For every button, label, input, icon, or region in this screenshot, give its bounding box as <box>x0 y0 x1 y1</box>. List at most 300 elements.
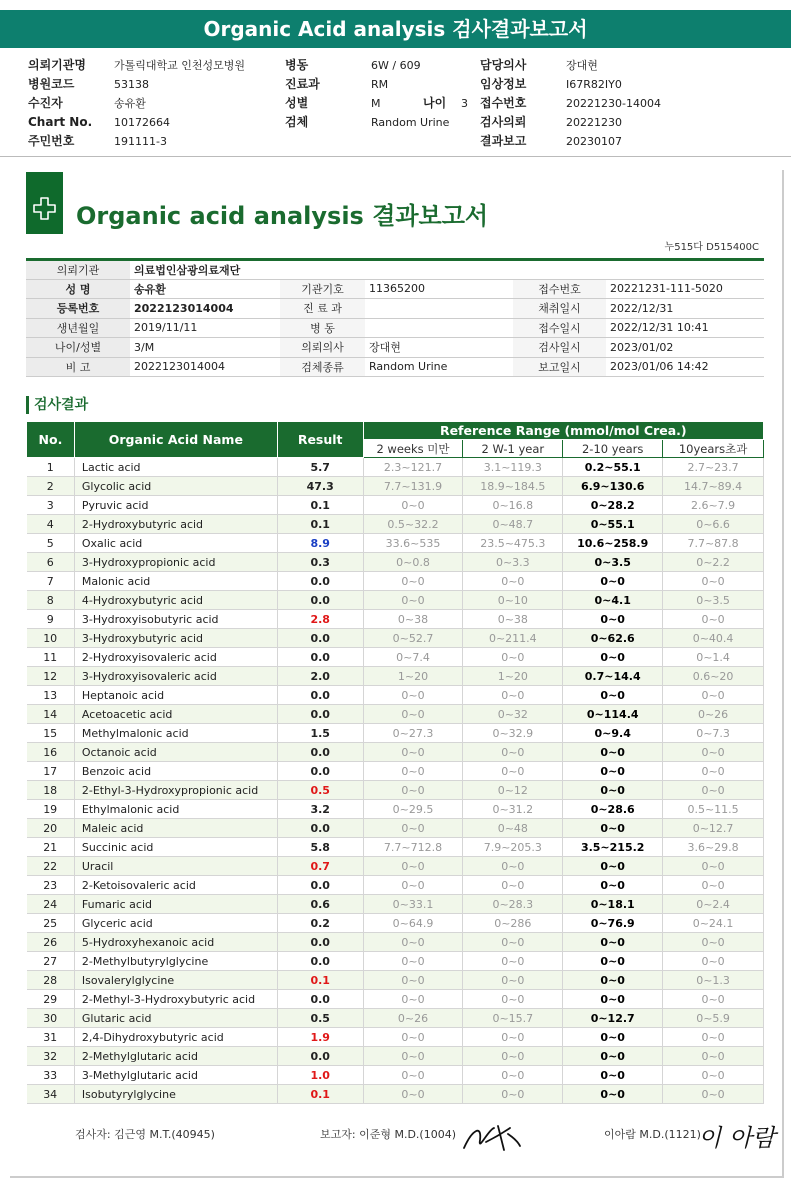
ref-range-2w-1year: 0~12 <box>463 781 563 800</box>
result-no: 18 <box>27 781 75 800</box>
patient-info-value: 191111-3 <box>114 135 167 148</box>
col-header-name: Organic Acid Name <box>74 422 277 458</box>
md-signature: 이 아람 <box>698 1124 776 1152</box>
ref-range-2weeks: 0~0 <box>363 952 463 971</box>
ref-range-2weeks: 0~0 <box>363 857 463 876</box>
ref-range-2-10years: 0~0 <box>563 952 663 971</box>
info-label: 보고일시 <box>513 357 606 377</box>
result-row <box>27 572 764 591</box>
result-value: 0.5 <box>277 1009 363 1028</box>
ref-range-2weeks: 0~0 <box>363 572 463 591</box>
result-acid-name: 3-Methylglutaric acid <box>74 1066 277 1085</box>
ref-range-2-10years: 0~0 <box>563 876 663 895</box>
ref-range-2weeks: 0~26 <box>363 1009 463 1028</box>
ref-range-2weeks: 0~29.5 <box>363 800 463 819</box>
patient-info-row <box>285 113 468 132</box>
result-no: 20 <box>27 819 75 838</box>
result-no: 19 <box>27 800 75 819</box>
report-title: Organic acid analysis 결과보고서 <box>76 202 489 230</box>
result-no: 3 <box>27 496 75 515</box>
ref-range-2weeks: 0~0 <box>363 1066 463 1085</box>
result-acid-name: Succinic acid <box>74 838 277 857</box>
ref-range-2weeks: 0~0 <box>363 990 463 1009</box>
patient-info-label: 성별 <box>285 96 309 110</box>
ref-range-10years-plus: 0~6.6 <box>663 515 764 534</box>
patient-info-label: 진료과 <box>285 77 320 91</box>
info-label: 의뢰기관 <box>26 260 130 280</box>
patient-info-label: Chart No. <box>28 115 93 129</box>
result-value: 5.8 <box>277 838 363 857</box>
result-row <box>27 667 764 686</box>
ref-range-2-10years: 0~3.5 <box>563 553 663 572</box>
result-no: 26 <box>27 933 75 952</box>
ref-range-2weeks: 0~0.8 <box>363 553 463 572</box>
info-value <box>365 299 513 319</box>
result-value: 0.0 <box>277 952 363 971</box>
patient-info-label: 임상정보 <box>480 77 527 91</box>
result-row <box>27 1066 764 1085</box>
info-row <box>26 260 764 280</box>
result-value: 0.0 <box>277 705 363 724</box>
result-acid-name: 3-Hydroxypropionic acid <box>74 553 277 572</box>
ref-range-10years-plus: 0~40.4 <box>663 629 764 648</box>
result-row <box>27 458 764 477</box>
result-no: 11 <box>27 648 75 667</box>
result-value: 0.0 <box>277 1047 363 1066</box>
result-value: 5.7 <box>277 458 363 477</box>
result-value: 0.0 <box>277 876 363 895</box>
ref-range-10years-plus: 7.7~87.8 <box>663 534 764 553</box>
result-value: 47.3 <box>277 477 363 496</box>
result-no: 4 <box>27 515 75 534</box>
info-label: 진 료 과 <box>280 299 365 319</box>
ref-range-10years-plus: 14.7~89.4 <box>663 477 764 496</box>
info-row <box>26 299 764 319</box>
result-acid-name: 4-Hydroxybutyric acid <box>74 591 277 610</box>
ref-range-2weeks: 0~0 <box>363 876 463 895</box>
reporter-signature-line: 보고자: 이준형 M.D.(1004) <box>320 1128 456 1141</box>
result-value: 0.1 <box>277 515 363 534</box>
result-row <box>27 838 764 857</box>
result-acid-name: Benzoic acid <box>74 762 277 781</box>
result-row <box>27 762 764 781</box>
result-acid-name: Lactic acid <box>74 458 277 477</box>
ref-range-10years-plus: 0~26 <box>663 705 764 724</box>
ref-range-10years-plus: 0~0 <box>663 857 764 876</box>
ref-range-2-10years: 0~0 <box>563 686 663 705</box>
ref-range-2weeks: 0~0 <box>363 1047 463 1066</box>
result-row <box>27 952 764 971</box>
result-value: 0.5 <box>277 781 363 800</box>
result-acid-name: Acetoacetic acid <box>74 705 277 724</box>
result-row <box>27 895 764 914</box>
result-acid-name: 2-Methylbutyrylglycine <box>74 952 277 971</box>
ref-range-10years-plus: 0~7.3 <box>663 724 764 743</box>
ref-range-10years-plus: 2.7~23.7 <box>663 458 764 477</box>
result-row <box>27 1028 764 1047</box>
info-label: 검사일시 <box>513 338 606 358</box>
patient-info-row <box>28 94 245 113</box>
ref-range-2weeks: 0~0 <box>363 1028 463 1047</box>
info-row <box>26 357 764 377</box>
ref-range-10years-plus: 0~2.2 <box>663 553 764 572</box>
patient-info-value: 장대현 <box>566 59 598 72</box>
result-row <box>27 857 764 876</box>
document-code: 누515다 D515400C <box>664 242 759 253</box>
ref-range-2weeks: 0~0 <box>363 705 463 724</box>
result-no: 32 <box>27 1047 75 1066</box>
ref-range-2-10years: 0~62.6 <box>563 629 663 648</box>
result-row <box>27 743 764 762</box>
ref-range-2-10years: 0~0 <box>563 990 663 1009</box>
ref-range-10years-plus: 0~0 <box>663 610 764 629</box>
ref-range-2w-1year: 0~0 <box>463 1047 563 1066</box>
ref-range-2-10years: 0~9.4 <box>563 724 663 743</box>
info-label: 검체종류 <box>280 357 365 377</box>
ref-range-10years-plus: 0~0 <box>663 743 764 762</box>
cross-logo-icon <box>32 196 57 221</box>
col-header-result: Result <box>277 422 363 458</box>
ref-range-2w-1year: 3.1~119.3 <box>463 458 563 477</box>
md-signature-line: 이아람 M.D.(1121) <box>604 1128 701 1141</box>
ref-range-2-10years: 0~4.1 <box>563 591 663 610</box>
info-label: 병 동 <box>280 318 365 338</box>
patient-info-col3 <box>480 56 661 151</box>
patient-info-value: 20221230 <box>566 116 622 129</box>
patient-info-value: M <box>371 97 381 110</box>
result-acid-name: Fumaric acid <box>74 895 277 914</box>
ref-range-2w-1year: 0~0 <box>463 1085 563 1104</box>
result-no: 34 <box>27 1085 75 1104</box>
patient-info-col2 <box>285 56 468 132</box>
result-acid-name: 2,4-Dihydroxybutyric acid <box>74 1028 277 1047</box>
ref-range-2w-1year: 0~0 <box>463 686 563 705</box>
result-value: 8.9 <box>277 534 363 553</box>
ref-range-2w-1year: 0~16.8 <box>463 496 563 515</box>
result-acid-name: 2-Methylglutaric acid <box>74 1047 277 1066</box>
ref-range-2w-1year: 18.9~184.5 <box>463 477 563 496</box>
result-no: 31 <box>27 1028 75 1047</box>
ref-range-10years-plus: 3.6~29.8 <box>663 838 764 857</box>
result-no: 28 <box>27 971 75 990</box>
result-row <box>27 781 764 800</box>
patient-info-label: 병동 <box>285 58 309 72</box>
ref-range-2-10years: 0~0 <box>563 762 663 781</box>
ref-range-2w-1year: 0~32.9 <box>463 724 563 743</box>
result-no: 22 <box>27 857 75 876</box>
report-info-table <box>26 258 764 377</box>
result-value: 0.6 <box>277 895 363 914</box>
result-acid-name: 2-Ketoisovaleric acid <box>74 876 277 895</box>
info-label: 의뢰의사 <box>280 338 365 358</box>
result-acid-name: Glycolic acid <box>74 477 277 496</box>
ref-range-2-10years: 0.7~14.4 <box>563 667 663 686</box>
ref-range-2w-1year: 23.5~475.3 <box>463 534 563 553</box>
patient-info-row <box>285 75 468 94</box>
ref-range-2-10years: 0~0 <box>563 781 663 800</box>
patient-info-row <box>480 113 661 132</box>
col-header-reference-range: Reference Range (mmol/mol Crea.) <box>363 422 763 440</box>
result-row <box>27 1047 764 1066</box>
tester-signature-line: 검사자: 김근영 M.T.(40945) <box>75 1128 215 1141</box>
result-value: 0.0 <box>277 572 363 591</box>
ref-range-10years-plus: 0~1.4 <box>663 648 764 667</box>
result-row <box>27 477 764 496</box>
ref-range-2weeks: 0~0 <box>363 743 463 762</box>
ref-range-10years-plus: 0~0 <box>663 952 764 971</box>
result-no: 29 <box>27 990 75 1009</box>
result-no: 27 <box>27 952 75 971</box>
result-value: 0.0 <box>277 629 363 648</box>
result-value: 0.0 <box>277 990 363 1009</box>
ref-range-2w-1year: 0~0 <box>463 876 563 895</box>
result-acid-name: Glyceric acid <box>74 914 277 933</box>
ref-range-2-10years: 3.5~215.2 <box>563 838 663 857</box>
patient-info-label: 수진자 <box>28 96 63 110</box>
ref-range-2weeks: 0~0 <box>363 971 463 990</box>
lab-logo <box>26 172 63 234</box>
patient-info-value: 송유환 <box>114 97 146 110</box>
result-no: 14 <box>27 705 75 724</box>
ref-range-10years-plus: 0~5.9 <box>663 1009 764 1028</box>
result-acid-name: 3-Hydroxyisovaleric acid <box>74 667 277 686</box>
info-row <box>26 279 764 299</box>
info-value: 송유환 <box>130 279 280 299</box>
result-no: 21 <box>27 838 75 857</box>
ref-range-10years-plus: 0~0 <box>663 933 764 952</box>
ref-range-2w-1year: 0~0 <box>463 572 563 591</box>
ref-range-2-10years: 6.9~130.6 <box>563 477 663 496</box>
reporter-signature-icon <box>458 1118 524 1158</box>
ref-range-2-10years: 0~0 <box>563 933 663 952</box>
patient-info-value: RM <box>371 78 389 91</box>
ref-range-2w-1year: 0~0 <box>463 743 563 762</box>
result-acid-name: Pyruvic acid <box>74 496 277 515</box>
ref-range-10years-plus: 0~0 <box>663 1047 764 1066</box>
info-value: 11365200 <box>365 279 513 299</box>
patient-age-label: 나이 <box>423 96 447 110</box>
result-acid-name: 3-Hydroxyisobutyric acid <box>74 610 277 629</box>
info-value: 20221231-111-5020 <box>606 279 764 299</box>
result-acid-name: Isobutyrylglycine <box>74 1085 277 1104</box>
ref-range-2weeks: 0~64.9 <box>363 914 463 933</box>
info-label: 등록번호 <box>26 299 130 319</box>
patient-info-label: 검사의뢰 <box>480 115 527 129</box>
result-acid-name: Isovalerylglycine <box>74 971 277 990</box>
result-acid-name: 2-Methyl-3-Hydroxybutyric acid <box>74 990 277 1009</box>
result-row <box>27 971 764 990</box>
col-header-ref-age: 2-10 years <box>563 440 663 458</box>
result-acid-name: Ethylmalonic acid <box>74 800 277 819</box>
result-row <box>27 534 764 553</box>
patient-info-label: 의뢰기관명 <box>28 58 86 72</box>
patient-info-row <box>480 132 661 151</box>
ref-range-10years-plus: 0~0 <box>663 686 764 705</box>
result-value: 1.9 <box>277 1028 363 1047</box>
result-no: 16 <box>27 743 75 762</box>
result-value: 0.1 <box>277 1085 363 1104</box>
ref-range-2w-1year: 0~28.3 <box>463 895 563 914</box>
patient-info-label: 주민번호 <box>28 134 75 148</box>
ref-range-2weeks: 1~20 <box>363 667 463 686</box>
info-label: 비 고 <box>26 357 130 377</box>
ref-range-2-10years: 0~0 <box>563 1085 663 1104</box>
ref-range-2weeks: 7.7~131.9 <box>363 477 463 496</box>
results-section-title: 검사결과 <box>26 396 88 414</box>
result-row <box>27 515 764 534</box>
ref-range-10years-plus: 0~1.3 <box>663 971 764 990</box>
ref-range-10years-plus: 2.6~7.9 <box>663 496 764 515</box>
info-label: 접수번호 <box>513 279 606 299</box>
results-table <box>26 421 764 1104</box>
ref-range-2w-1year: 0~0 <box>463 990 563 1009</box>
info-value: 장대현 <box>365 338 513 358</box>
patient-info-label: 접수번호 <box>480 96 527 110</box>
ref-range-2weeks: 0~0 <box>363 496 463 515</box>
ref-range-10years-plus: 0~0 <box>663 781 764 800</box>
patient-info-value: 가톨릭대학교 인천성모병원 <box>114 59 246 72</box>
patient-info-row <box>28 113 245 132</box>
ref-range-2w-1year: 0~0 <box>463 857 563 876</box>
patient-info-label: 검체 <box>285 115 309 129</box>
result-acid-name: 5-Hydroxyhexanoic acid <box>74 933 277 952</box>
info-label: 접수일시 <box>513 318 606 338</box>
result-value: 0.0 <box>277 819 363 838</box>
result-value: 1.0 <box>277 1066 363 1085</box>
col-header-ref-age: 2 W-1 year <box>463 440 563 458</box>
result-acid-name: 2-Hydroxyisovaleric acid <box>74 648 277 667</box>
patient-info-value: I67R82IY0 <box>566 78 622 91</box>
patient-info-label: 결과보고 <box>480 134 527 148</box>
info-label: 성 명 <box>26 279 130 299</box>
ref-range-2w-1year: 0~286 <box>463 914 563 933</box>
result-no: 33 <box>27 1066 75 1085</box>
result-no: 15 <box>27 724 75 743</box>
ref-range-2w-1year: 0~0 <box>463 952 563 971</box>
result-acid-name: Octanoic acid <box>74 743 277 762</box>
result-row <box>27 1009 764 1028</box>
result-value: 3.2 <box>277 800 363 819</box>
result-row <box>27 705 764 724</box>
result-no: 9 <box>27 610 75 629</box>
ref-range-2w-1year: 7.9~205.3 <box>463 838 563 857</box>
ref-range-2w-1year: 0~0 <box>463 648 563 667</box>
col-header-ref-age: 10years초과 <box>663 440 764 458</box>
info-value: Random Urine <box>365 357 513 377</box>
result-acid-name: Glutaric acid <box>74 1009 277 1028</box>
result-row <box>27 686 764 705</box>
result-value: 0.7 <box>277 857 363 876</box>
result-value: 0.1 <box>277 971 363 990</box>
ref-range-2weeks: 0.5~32.2 <box>363 515 463 534</box>
patient-info-label: 담당의사 <box>480 58 527 72</box>
ref-range-10years-plus: 0~2.4 <box>663 895 764 914</box>
info-value: 의료법인삼광의료재단 <box>130 260 764 280</box>
ref-range-2-10years: 0~0 <box>563 572 663 591</box>
result-row <box>27 933 764 952</box>
info-value: 2023/01/02 <box>606 338 764 358</box>
info-label: 생년월일 <box>26 318 130 338</box>
ref-range-2-10years: 0~76.9 <box>563 914 663 933</box>
result-value: 0.0 <box>277 686 363 705</box>
result-acid-name: Malonic acid <box>74 572 277 591</box>
patient-info-value: 6W / 609 <box>371 59 421 72</box>
col-header-no: No. <box>27 422 75 458</box>
result-no: 1 <box>27 458 75 477</box>
result-no: 12 <box>27 667 75 686</box>
ref-range-2w-1year: 0~15.7 <box>463 1009 563 1028</box>
result-acid-name: Methylmalonic acid <box>74 724 277 743</box>
result-value: 2.0 <box>277 667 363 686</box>
info-value: 3/M <box>130 338 280 358</box>
ref-range-10years-plus: 0.5~11.5 <box>663 800 764 819</box>
result-row <box>27 876 764 895</box>
result-row <box>27 819 764 838</box>
ref-range-2weeks: 0~0 <box>363 762 463 781</box>
result-no: 30 <box>27 1009 75 1028</box>
info-label: 기관기호 <box>280 279 365 299</box>
patient-info-value: Random Urine <box>371 116 450 129</box>
ref-range-2-10years: 10.6~258.9 <box>563 534 663 553</box>
info-value <box>365 318 513 338</box>
patient-info-row <box>285 94 468 113</box>
patient-info-value: 10172664 <box>114 116 170 129</box>
result-value: 0.0 <box>277 762 363 781</box>
patient-info-label: 병원코드 <box>28 77 75 91</box>
ref-range-2weeks: 0~52.7 <box>363 629 463 648</box>
ref-range-2weeks: 0~0 <box>363 686 463 705</box>
ref-range-2w-1year: 0~0 <box>463 933 563 952</box>
result-row <box>27 724 764 743</box>
patient-info-row <box>480 94 661 113</box>
ref-range-2-10years: 0~28.6 <box>563 800 663 819</box>
ref-range-10years-plus: 0~0 <box>663 1028 764 1047</box>
ref-range-2weeks: 0~33.1 <box>363 895 463 914</box>
ref-range-2w-1year: 0~3.3 <box>463 553 563 572</box>
patient-info-row <box>285 56 468 75</box>
info-value: 2023/01/06 14:42 <box>606 357 764 377</box>
result-no: 2 <box>27 477 75 496</box>
result-value: 2.8 <box>277 610 363 629</box>
result-row <box>27 553 764 572</box>
result-value: 0.0 <box>277 743 363 762</box>
patient-info-row <box>28 75 245 94</box>
ref-range-2weeks: 0~27.3 <box>363 724 463 743</box>
report-banner-title: Organic Acid analysis 검사결과보고서 <box>0 10 791 48</box>
ref-range-2weeks: 33.6~535 <box>363 534 463 553</box>
ref-range-2w-1year: 0~32 <box>463 705 563 724</box>
ref-range-2weeks: 0~0 <box>363 591 463 610</box>
ref-range-2-10years: 0~0 <box>563 1047 663 1066</box>
result-acid-name: 3-Hydroxybutyric acid <box>74 629 277 648</box>
ref-range-2w-1year: 0~48.7 <box>463 515 563 534</box>
ref-range-10years-plus: 0~0 <box>663 1066 764 1085</box>
ref-range-2weeks: 0~0 <box>363 1085 463 1104</box>
patient-info-col1 <box>28 56 245 151</box>
result-acid-name: 2-Ethyl-3-Hydroxypropionic acid <box>74 781 277 800</box>
result-row <box>27 629 764 648</box>
ref-range-10years-plus: 0~0 <box>663 572 764 591</box>
result-no: 10 <box>27 629 75 648</box>
result-acid-name: Uracil <box>74 857 277 876</box>
result-no: 13 <box>27 686 75 705</box>
ref-range-2weeks: 0~7.4 <box>363 648 463 667</box>
ref-range-10years-plus: 0~12.7 <box>663 819 764 838</box>
ref-range-2w-1year: 1~20 <box>463 667 563 686</box>
ref-range-2w-1year: 0~0 <box>463 971 563 990</box>
ref-range-10years-plus: 0~0 <box>663 990 764 1009</box>
result-no: 7 <box>27 572 75 591</box>
